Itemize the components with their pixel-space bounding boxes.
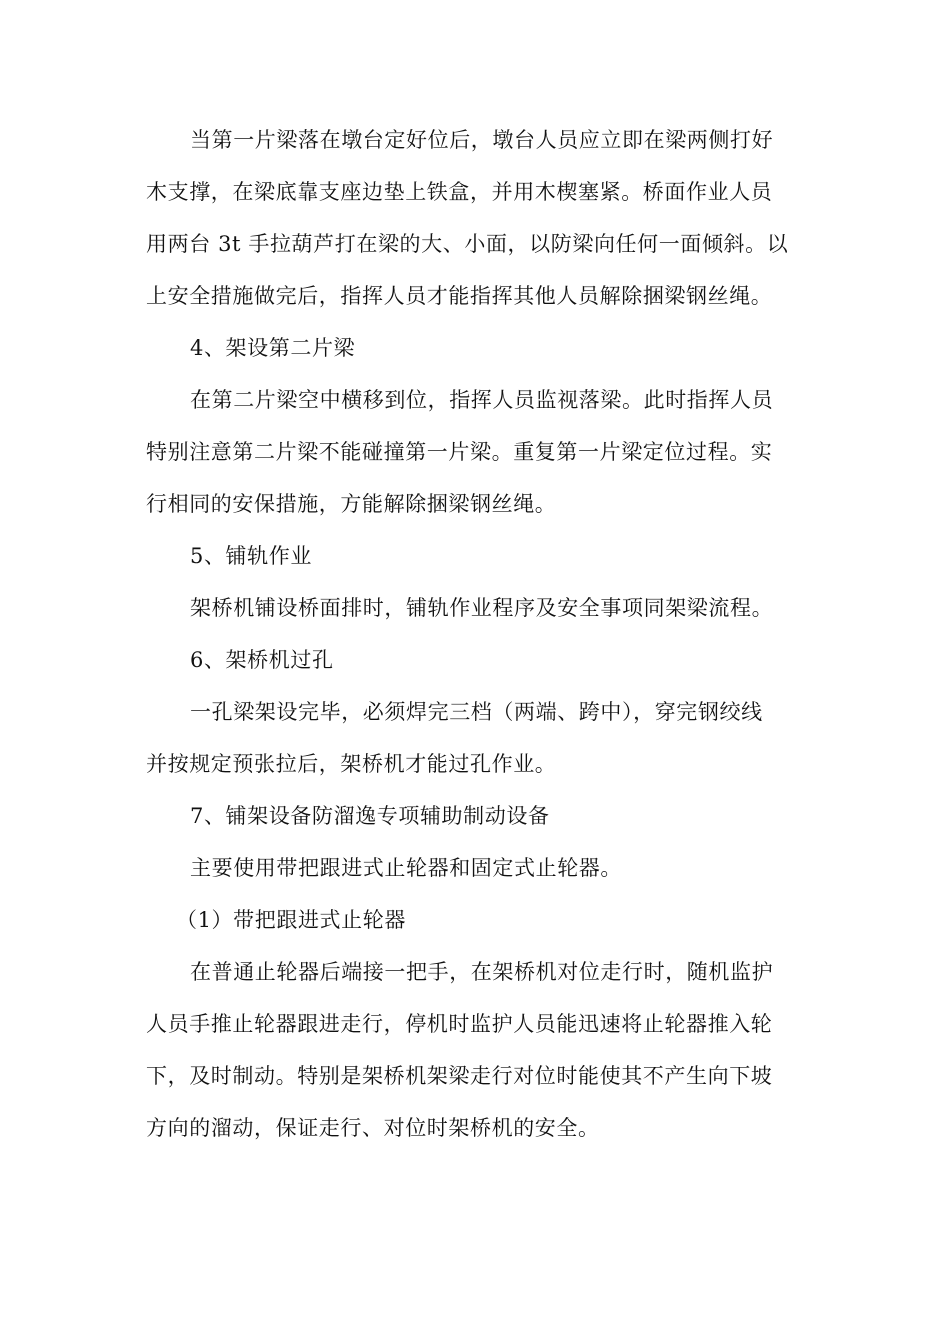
text-line: 人员手推止轮器跟进走行，停机时监护人员能迅速将止轮器推入轮 — [146, 1012, 773, 1036]
document-body — [146, 114, 798, 1154]
text-line: 方向的溜动，保证走行、对位时架桥机的安全。 — [146, 1116, 600, 1140]
text-line: 一孔梁架设完毕，必须焊完三档（两端、跨中），穿完钢绞线 — [190, 700, 763, 724]
section-heading-anti-slip-braking: 7、铺架设备防溜逸专项辅助制动设备 — [190, 804, 550, 828]
text-line: 特别注意第二片梁不能碰撞第一片梁。重复第一片梁定位过程。实 — [146, 440, 773, 464]
paragraph-second-beam — [146, 374, 798, 530]
text-line: 在普通止轮器后端接一把手，在架桥机对位走行时，随机监护 — [190, 960, 774, 984]
text-line: 在第二片梁空中横移到位，指挥人员监视落梁。此时指挥人员 — [190, 388, 774, 412]
paragraph-beam-positioning — [146, 114, 798, 322]
text-line: 用两台 3t 手拉葫芦打在梁的大、小面，以防梁向任何一面倾斜。以 — [146, 232, 789, 256]
subsection-heading-follow-wheel-stopper: （1）带把跟进式止轮器 — [176, 908, 406, 932]
text-line: 并按规定预张拉后，架桥机才能过孔作业。 — [146, 752, 557, 776]
text-line: 下，及时制动。特别是架桥机架梁走行对位时能使其不产生向下坡 — [146, 1064, 773, 1088]
text-line: 架桥机铺设桥面排时，铺轨作业程序及安全事项同架梁流程。 — [190, 596, 774, 620]
paragraph-anti-slip-intro — [146, 842, 798, 894]
text-line: 主要使用带把跟进式止轮器和固定式止轮器。 — [190, 856, 622, 880]
paragraph-follow-wheel-stopper — [146, 946, 798, 1154]
text-line: 上安全措施做完后，指挥人员才能指挥其他人员解除捆梁钢丝绳。 — [146, 284, 773, 308]
section-heading-track-laying: 5、铺轨作业 — [190, 544, 312, 568]
text-line: 当第一片梁落在墩台定好位后，墩台人员应立即在梁两侧打好 — [190, 128, 774, 152]
text-line: 行相同的安保措施，方能解除捆梁钢丝绳。 — [146, 492, 557, 516]
paragraph-track-laying — [146, 582, 798, 634]
paragraph-bridge-machine-passing — [146, 686, 798, 790]
section-heading-bridge-machine-passing: 6、架桥机过孔 — [190, 648, 334, 672]
text-line: 木支撑，在梁底靠支座边垫上铁盒，并用木楔塞紧。桥面作业人员 — [146, 180, 773, 204]
section-heading-second-beam: 4、架设第二片梁 — [190, 336, 356, 360]
